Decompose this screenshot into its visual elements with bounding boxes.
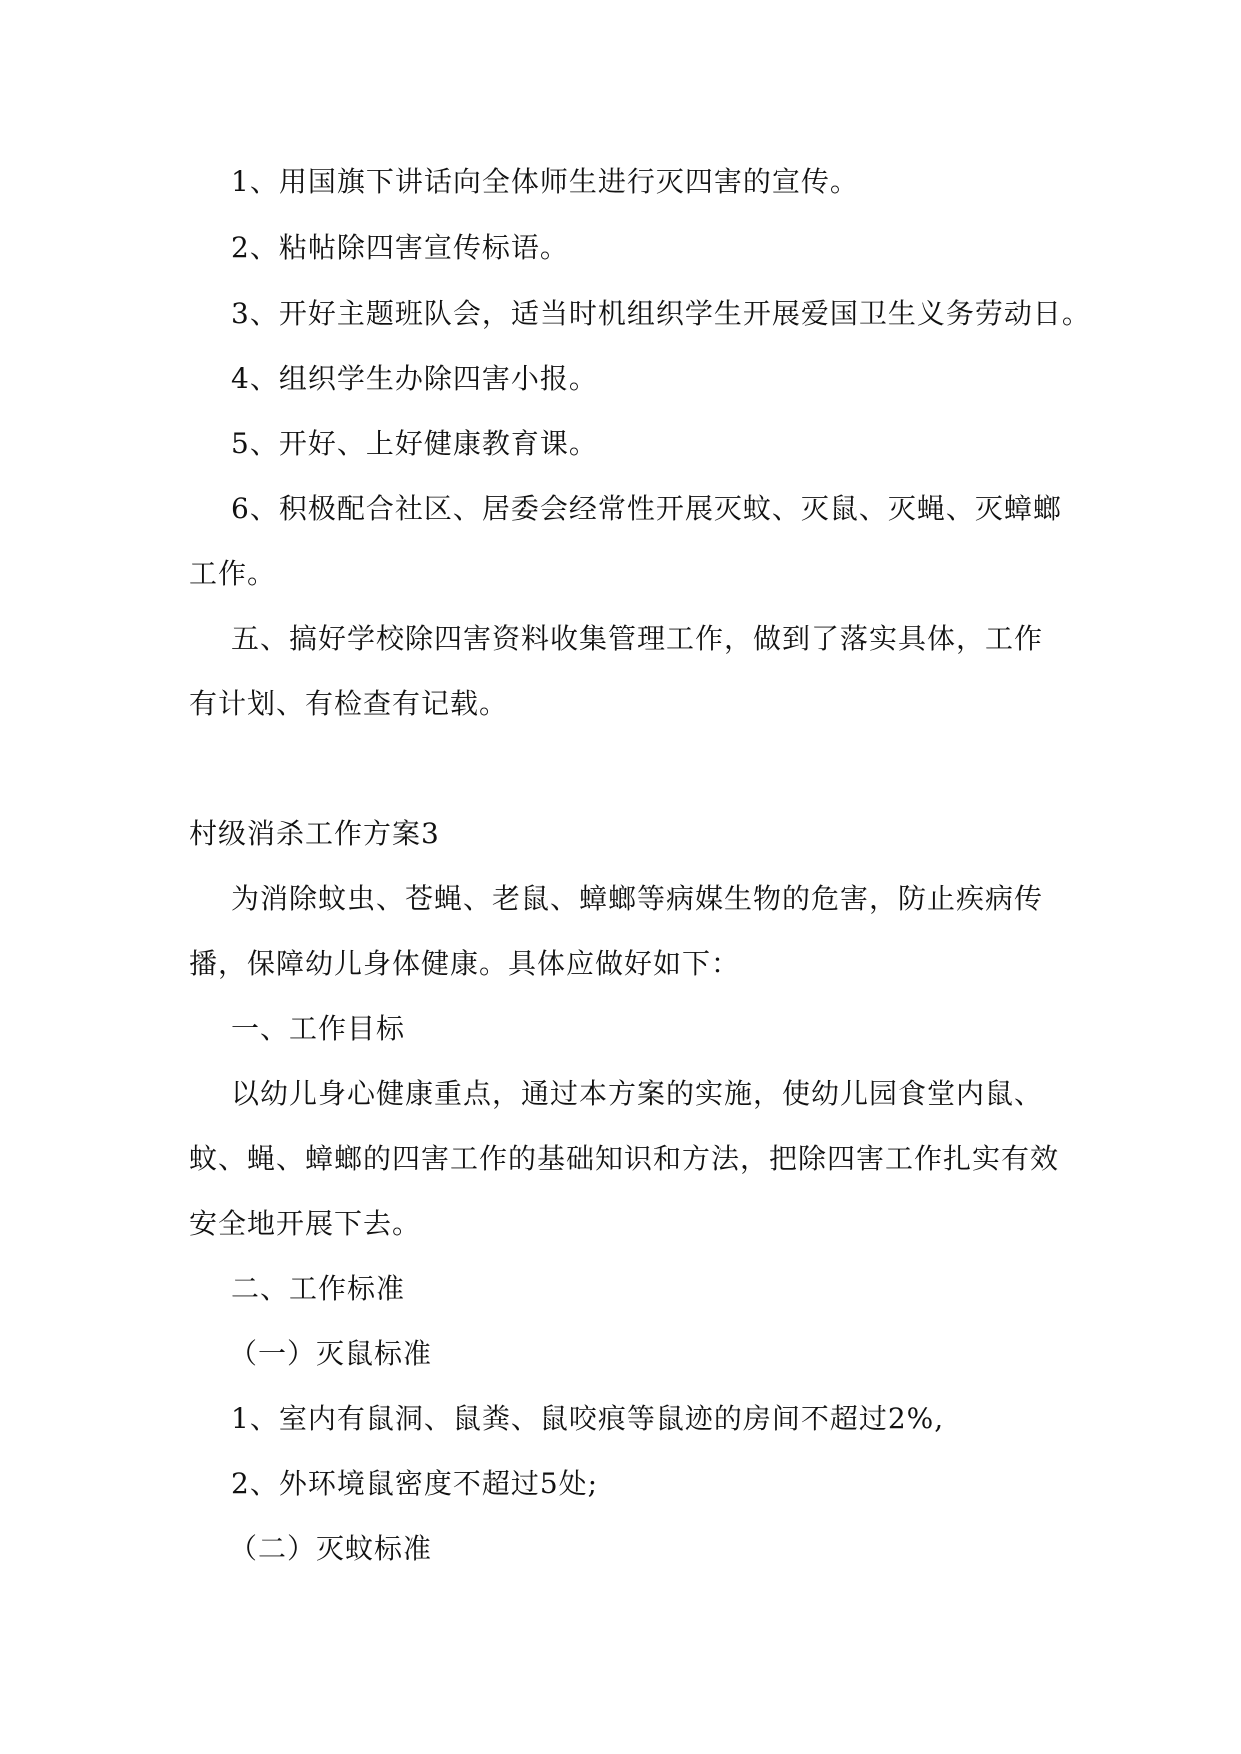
paragraph-line-8-cont: 播，保障幼儿身体健康。具体应做好如下： [189, 947, 741, 980]
paragraph-line-3: 3、开好主题班队会，适当时机组织学生开展爱国卫生义务劳动日。 [231, 297, 1091, 330]
section-title: 村级消杀工作方案3 [189, 817, 440, 850]
paragraph-line-7-cont: 有计划、有检查有记载。 [189, 687, 509, 720]
heading-work-standard: 二、工作标准 [231, 1272, 406, 1305]
paragraph-line-9: 以幼儿身心健康重点，通过本方案的实施，使幼儿园食堂内鼠、 [231, 1077, 1044, 1110]
paragraph-line-9-cont: 蚊、蝇、蟑螂的四害工作的基础知识和方法，把除四害工作扎实有效 [189, 1142, 1060, 1175]
subheading-mosquito-standard: （二）灭蚊标准 [229, 1532, 433, 1565]
paragraph-line-6: 6、积极配合社区、居委会经常性开展灭蚊、灭鼠、灭蝇、灭蟑螂 [231, 492, 1062, 525]
paragraph-line-4: 4、组织学生办除四害小报。 [231, 362, 598, 395]
paragraph-line-10: 1、室内有鼠洞、鼠粪、鼠咬痕等鼠迹的房间不超过2%, [231, 1402, 945, 1435]
subheading-rodent-standard: （一）灭鼠标准 [229, 1337, 433, 1370]
paragraph-line-2: 2、粘帖除四害宣传标语。 [231, 231, 569, 264]
heading-work-goal: 一、工作目标 [231, 1012, 406, 1045]
paragraph-line-1: 1、用国旗下讲话向全体师生进行灭四害的宣传。 [231, 165, 859, 198]
paragraph-line-7: 五、搞好学校除四害资料收集管理工作，做到了落实具体，工作 [231, 622, 1044, 655]
paragraph-line-5: 5、开好、上好健康教育课。 [231, 427, 598, 460]
paragraph-line-11: 2、外环境鼠密度不超过5处; [231, 1467, 599, 1500]
paragraph-line-8: 为消除蚊虫、苍蝇、老鼠、蟑螂等病媒生物的危害，防止疾病传 [231, 882, 1044, 915]
paragraph-line-6-cont: 工作。 [189, 557, 277, 590]
paragraph-line-9-cont2: 安全地开展下去。 [189, 1207, 422, 1240]
